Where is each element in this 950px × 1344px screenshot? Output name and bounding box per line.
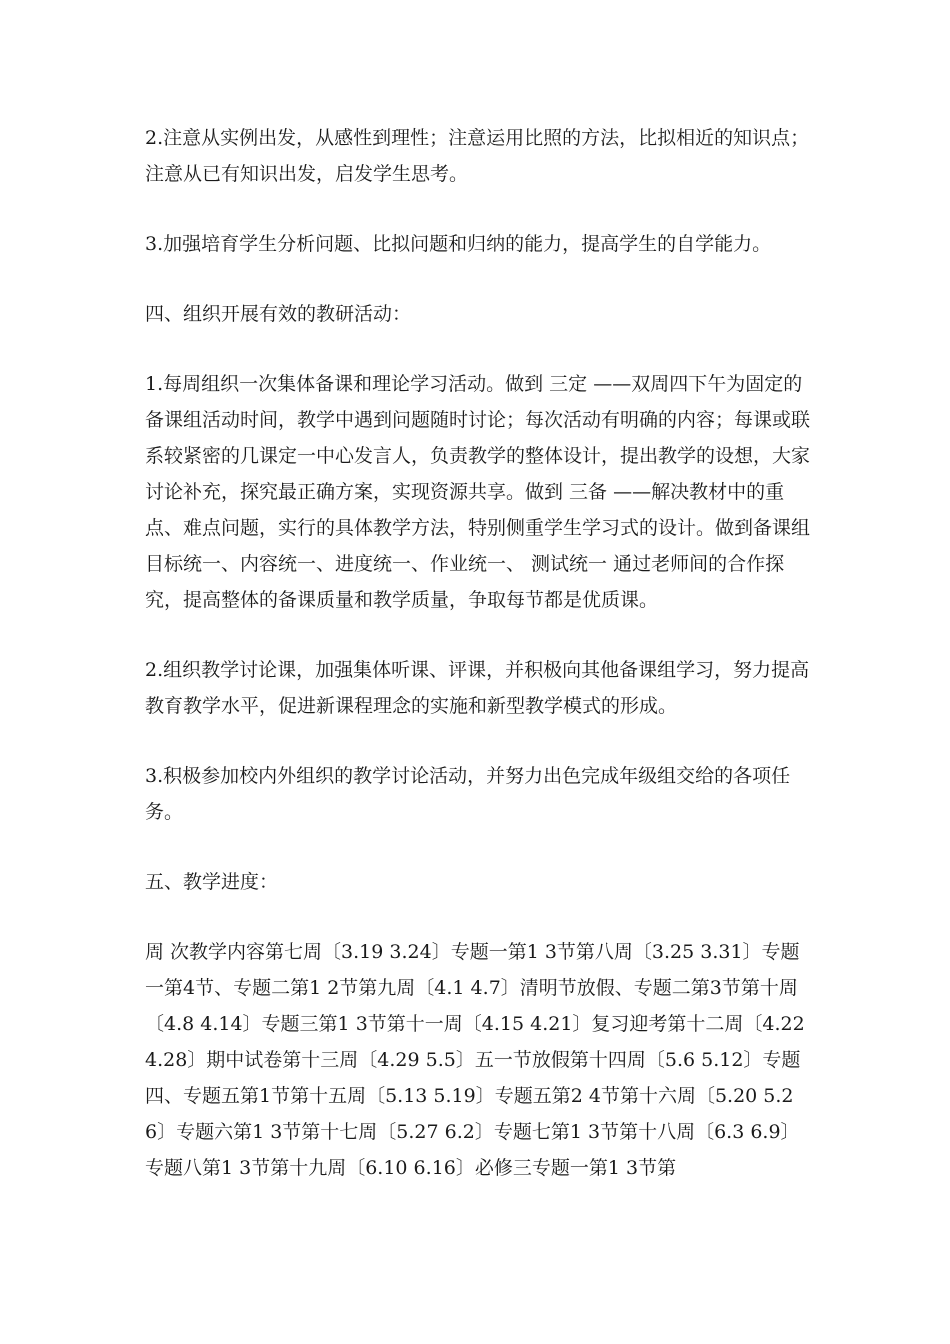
paragraph-research-1: 1.每周组织一次集体备课和理论学习活动。做到 三定 ——双周四下午为固定的备课组活动时间，教学中遇到问题随时讨论；每次活动有明确的内容；每课或联系较紧密的几课定一中心发言人，负责教学的整体设计，提出教学的设想，大家讨论补充，探究最正确方案，实现资源共享。做到 三备 ——解决教材中的重点、难点问题，实行的具体教学方法，特别侧重学生学习式的设计。做到备课组 目标统一、内容统一、进度统一、作业统一、 测试统一 通过老师间的合作探究，提高整体的备课质量和教学质量，争取每节都是优质课。 bbox=[145, 373, 811, 611]
document-body bbox=[145, 120, 813, 1220]
paragraph-research-2: 2.组织教学讨论课，加强集体听课、评课，并积极向其他备课组学习，努力提高教育教学水平，促进新课程理念的实施和新型教学模式的形成。 bbox=[145, 659, 810, 717]
paragraph-method-2: 2.注意从实例出发，从感性到理性；注意运用比照的方法，比拟相近的知识点；注意从已有知识出发，启发学生思考。 bbox=[145, 127, 810, 185]
section-heading-4: 四、组织开展有效的教研活动： bbox=[145, 303, 412, 325]
paragraph-research-3: 3.积极参加校内外组织的教学讨论活动，并努力出色完成年级组交给的各项任务。 bbox=[145, 765, 791, 823]
section-heading-5: 五、教学进度： bbox=[145, 871, 279, 893]
paragraph-method-3: 3.加强培育学生分析问题、比拟问题和归纳的能力，提高学生的自学能力。 bbox=[145, 233, 772, 255]
paragraph-schedule: 周 次教学内容第七周〔3.19 3.24〕专题一第1 3节第八周〔3.25 3.31〕专题一第4节、专题二第1 2节第九周〔4.1 4.7〕清明节放假、专题二第3节第十周〔4.8 4.14〕专题三第1 3节第十一周〔4.15 4.21〕复习迎考第十二周〔4.22 4.28〕期中试卷第十三周〔4.29 5.5〕五一节放假第十四周〔5.6 5.12〕专题四、专题五第1节第十五周〔5.13 5.19〕专题五第2 4节第十六周〔5.20 5.26〕专题六第1 3节第十七周〔5.27 6.2〕专题七第1 3节第十八周〔6.3 6.9〕专题八第1 3节第十九周〔6.10 6.16〕必修三专题一第1 3节第 bbox=[145, 941, 805, 1179]
